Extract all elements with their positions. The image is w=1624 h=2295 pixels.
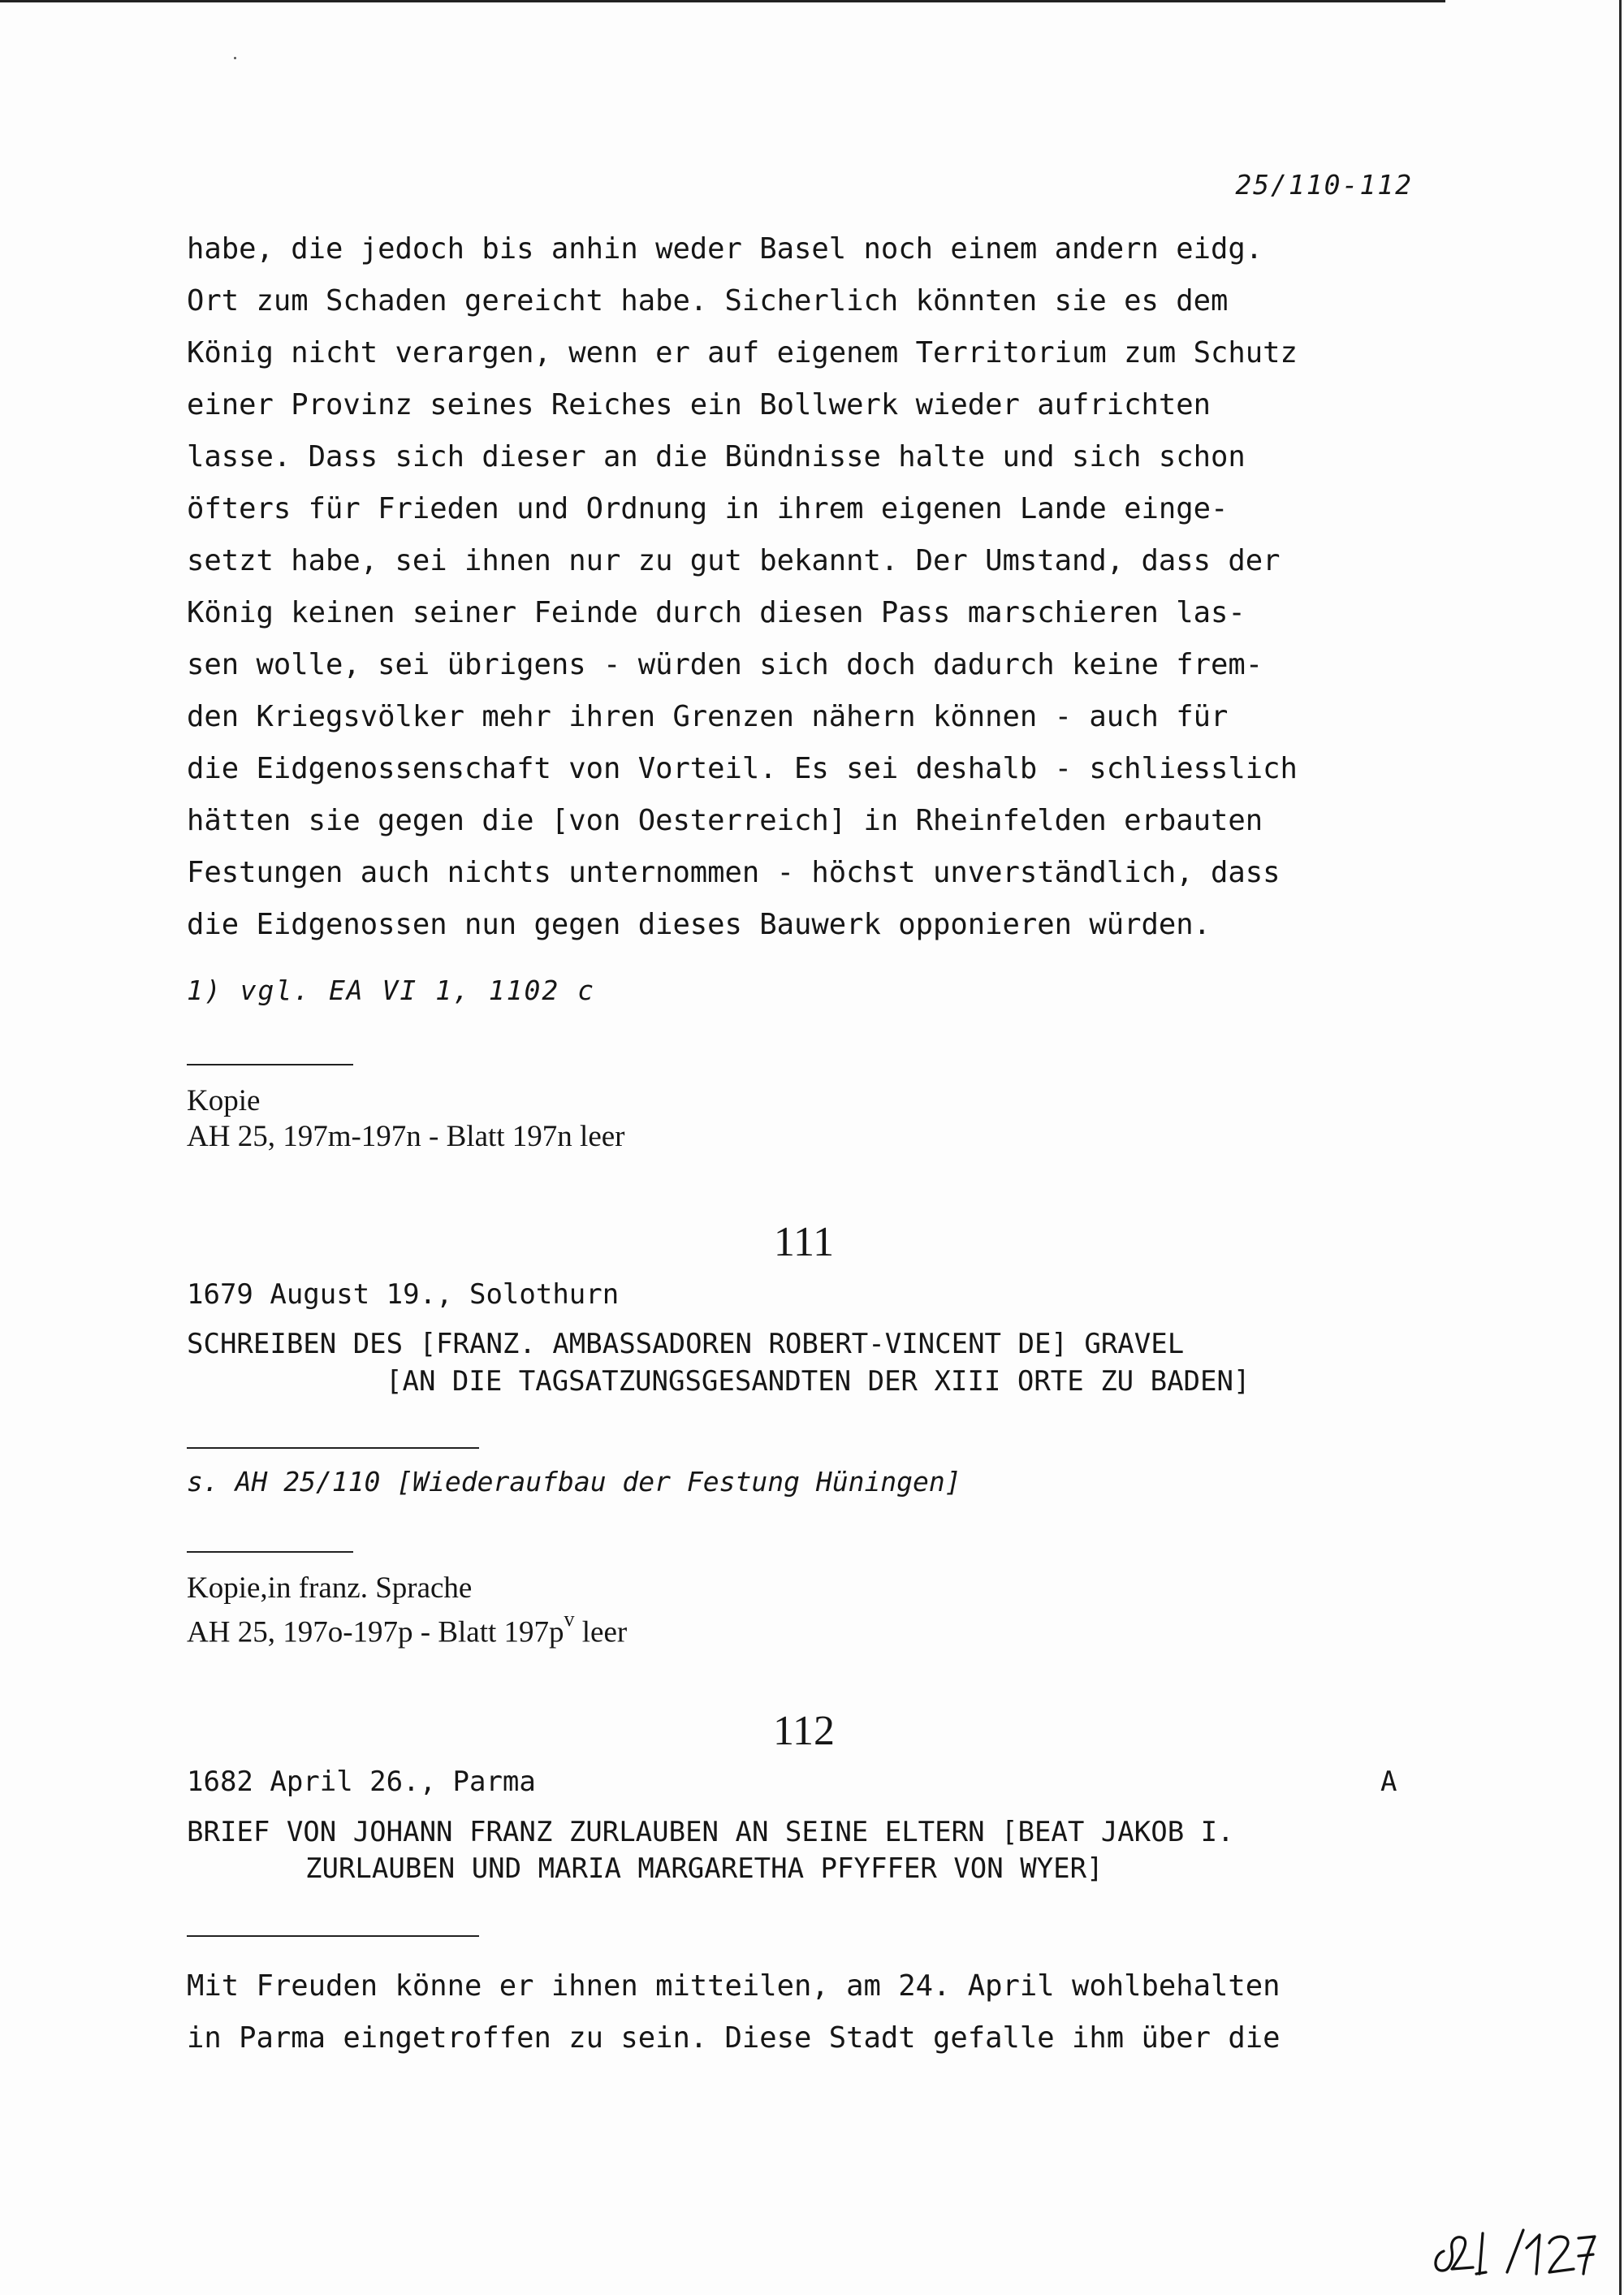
document-title-line: ZURLAUBEN UND MARIA MARGARETHA PFYFFER VON WYER] (305, 1852, 1104, 1885)
body-line: öfters für Frieden und Ordnung in ihrem eigenen Lande einge- (187, 492, 1229, 525)
body-line: Mit Freuden könne er ihnen mitteilen, am 24. April wohlbehalten (187, 1969, 1281, 2003)
body-paragraph (187, 223, 1453, 951)
body-line: den Kriegsvölker mehr ihren Grenzen nähern können - auch für (187, 700, 1229, 733)
source-line-tail: leer (574, 1615, 628, 1649)
handwritten-page-number (1427, 2227, 1598, 2277)
footnote: 1) vgl. EA VI 1, 1102 c (187, 975, 595, 1006)
body-line: einer Provinz seines Reiches ein Bollwerk wieder aufrichten (187, 388, 1211, 421)
document-title-line: SCHREIBEN DES [FRANZ. AMBASSADOREN ROBERT-VINCENT DE] GRAVEL (187, 1328, 1185, 1360)
body-line: König nicht verargen, wenn er auf eigenem Territorium zum Schutz (187, 336, 1298, 370)
body-line: Festungen auch nichts unternommen - höchst unverständlich, dass (187, 856, 1281, 889)
document-date-place: 1682 April 26., Parma (187, 1766, 536, 1798)
folio-number: 25/110-112 (1235, 169, 1413, 201)
separator-rule (187, 1935, 479, 1937)
cross-reference: s. AH 25/110 [Wiederaufbau der Festung Hüningen] (187, 1466, 961, 1498)
separator-rule (187, 1447, 479, 1449)
verso-mark: v (564, 1607, 575, 1631)
document-title-line: [AN DIE TAGSATZUNGSGESANDTEN DER XIII ORTE ZU BADEN] (386, 1365, 1250, 1398)
document-number-112: 112 (772, 1708, 836, 1754)
source-line: Kopie (187, 1084, 261, 1117)
separator-rule (187, 1551, 353, 1553)
body-line: setzt habe, sei ihnen nur zu gut bekannt. Der Umstand, dass der (187, 544, 1281, 577)
separator-rule (187, 1064, 353, 1065)
document-marker: A (1380, 1766, 1397, 1798)
source-note-1 (187, 1083, 625, 1155)
source-note-2 (187, 1571, 627, 1650)
body-line: lasse. Dass sich dieser an die Bündnisse halte und sich schon (187, 440, 1246, 473)
source-line-text: AH 25, 197o-197p - Blatt 197p (187, 1615, 564, 1649)
body-line: König keinen seiner Feinde durch diesen Pass marschieren las- (187, 596, 1246, 629)
scan-speck (234, 57, 236, 59)
body-line: sen wolle, sei übrigens - würden sich doch dadurch keine frem- (187, 648, 1263, 681)
document-number-111: 111 (773, 1219, 835, 1265)
body-line: hätten sie gegen die [von Oesterreich] in Rheinfelden erbauten (187, 804, 1263, 837)
body-line: die Eidgenossenschaft von Vorteil. Es sei deshalb - schliesslich (187, 752, 1298, 785)
scan-border-top (0, 0, 1445, 2)
document-title-line: BRIEF VON JOHANN FRANZ ZURLAUBEN AN SEINE ELTERN [BEAT JAKOB I. (187, 1816, 1234, 1848)
scan-border-right (1619, 0, 1622, 2295)
source-line-with-mark (187, 1606, 627, 1650)
source-line: AH 25, 197m-197n - Blatt 197n leer (187, 1120, 625, 1153)
body-line: Ort zum Schaden gereicht habe. Sicherlich könnten sie es dem (187, 284, 1229, 318)
source-line: Kopie,in franz. Sprache (187, 1571, 473, 1605)
document-date-place: 1679 August 19., Solothurn (187, 1278, 620, 1311)
body-line: die Eidgenossen nun gegen dieses Bauwerk opponieren würden. (187, 908, 1211, 941)
body-line: habe, die jedoch bis anhin weder Basel noch einem andern eidg. (187, 232, 1263, 266)
body-line: in Parma eingetroffen zu sein. Diese Stadt gefalle ihm über die (187, 2021, 1281, 2055)
